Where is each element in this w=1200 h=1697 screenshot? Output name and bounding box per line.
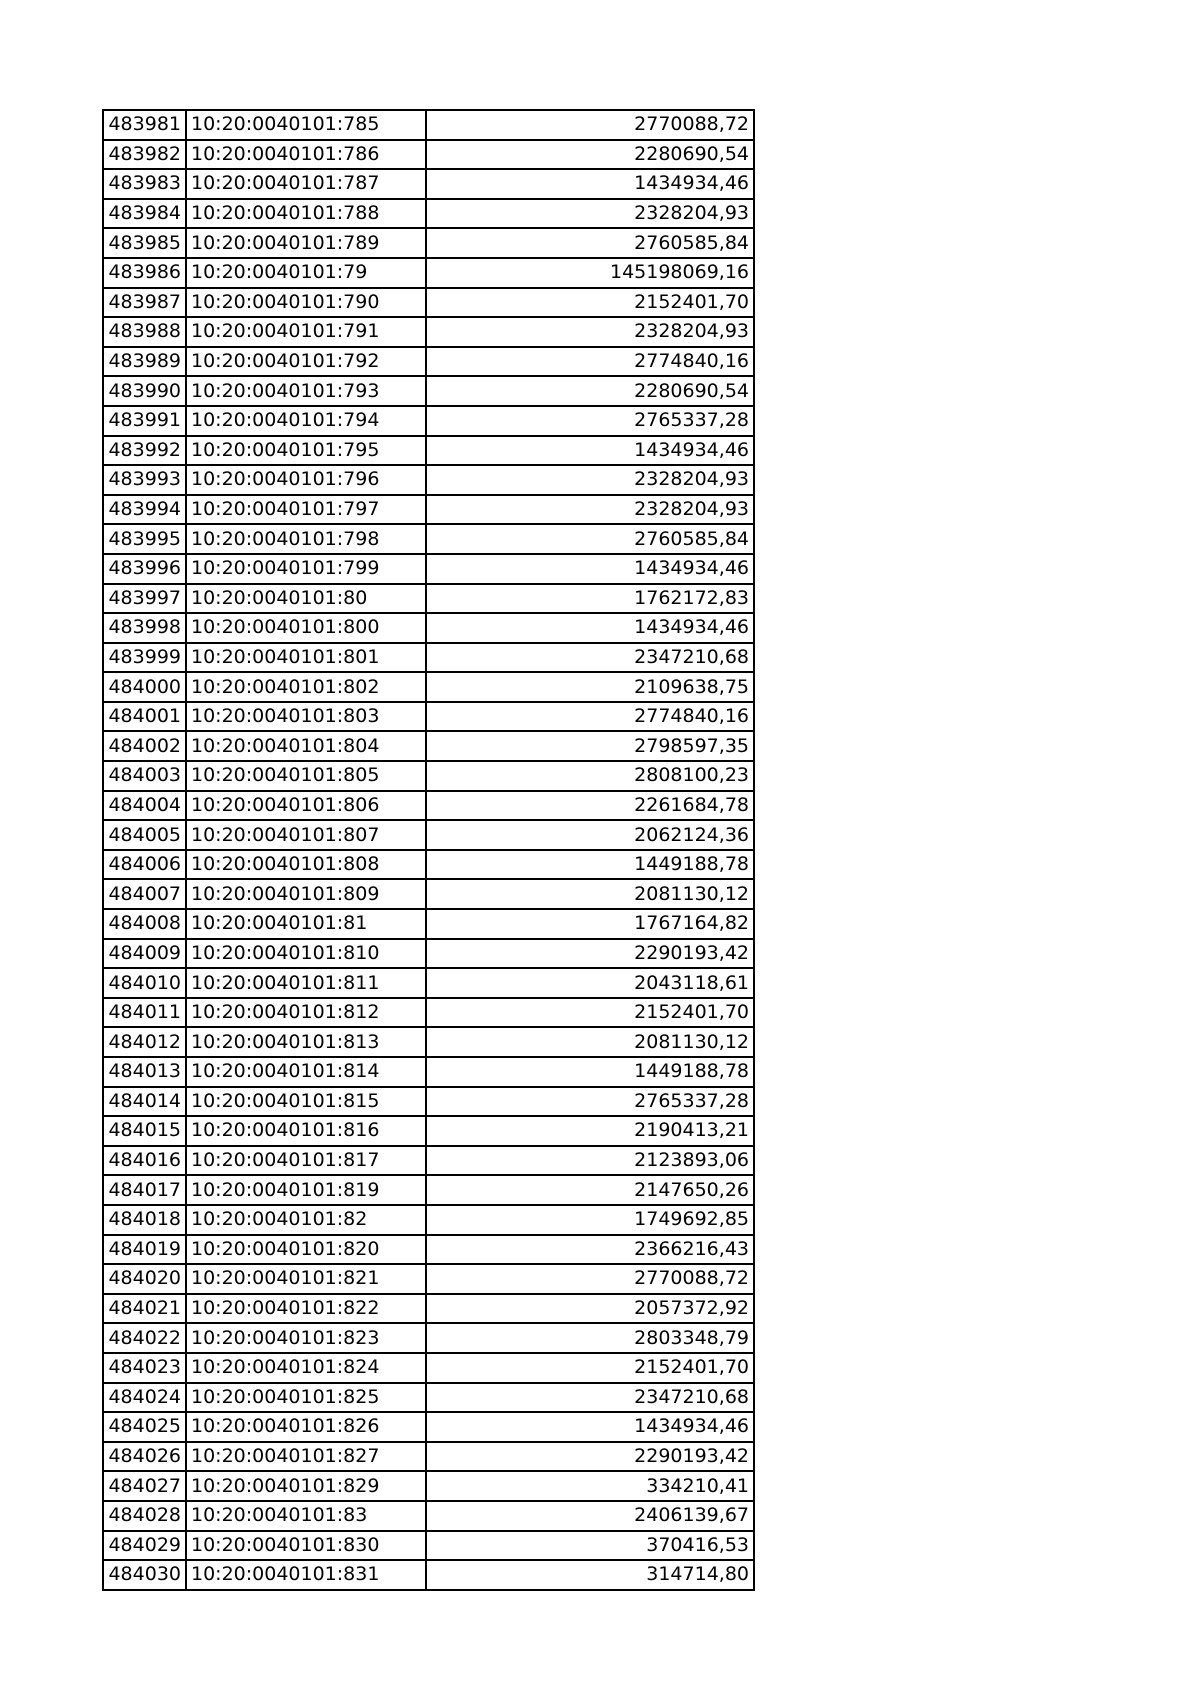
value-cell: 2152401,70 bbox=[426, 288, 754, 318]
value-cell: 2261684,78 bbox=[426, 791, 754, 821]
table-row bbox=[103, 1412, 754, 1442]
table-row bbox=[103, 140, 754, 170]
value-cell: 1434934,46 bbox=[426, 1412, 754, 1442]
table-row bbox=[103, 791, 754, 821]
row-id-cell: 484001 bbox=[103, 702, 186, 732]
value-cell: 1762172,83 bbox=[426, 584, 754, 614]
cadastral-number-cell: 10:20:0040101:803 bbox=[186, 702, 426, 732]
cadastral-number-cell: 10:20:0040101:825 bbox=[186, 1383, 426, 1413]
cadastral-number-cell: 10:20:0040101:830 bbox=[186, 1531, 426, 1561]
value-cell: 1449188,78 bbox=[426, 850, 754, 880]
row-id-cell: 484002 bbox=[103, 731, 186, 761]
table-row bbox=[103, 228, 754, 258]
value-cell: 2347210,68 bbox=[426, 1383, 754, 1413]
row-id-cell: 483985 bbox=[103, 228, 186, 258]
value-cell: 2280690,54 bbox=[426, 140, 754, 170]
table-row bbox=[103, 1175, 754, 1205]
value-cell: 2290193,42 bbox=[426, 939, 754, 969]
value-cell: 2081130,12 bbox=[426, 1027, 754, 1057]
table-row bbox=[103, 1087, 754, 1117]
row-id-cell: 483986 bbox=[103, 258, 186, 288]
row-id-cell: 483988 bbox=[103, 317, 186, 347]
value-cell: 2770088,72 bbox=[426, 1264, 754, 1294]
table-row bbox=[103, 1323, 754, 1353]
table-row bbox=[103, 820, 754, 850]
value-cell: 2765337,28 bbox=[426, 1087, 754, 1117]
table-row bbox=[103, 406, 754, 436]
table-row bbox=[103, 761, 754, 791]
table-row bbox=[103, 317, 754, 347]
cadastral-number-cell: 10:20:0040101:827 bbox=[186, 1442, 426, 1472]
data-sheet bbox=[102, 109, 755, 1591]
row-id-cell: 484022 bbox=[103, 1323, 186, 1353]
row-id-cell: 484019 bbox=[103, 1235, 186, 1265]
row-id-cell: 484003 bbox=[103, 761, 186, 791]
row-id-cell: 484005 bbox=[103, 820, 186, 850]
row-id-cell: 484011 bbox=[103, 998, 186, 1028]
value-cell: 314714,80 bbox=[426, 1560, 754, 1590]
table-row bbox=[103, 110, 754, 140]
row-id-cell: 483989 bbox=[103, 347, 186, 377]
table-row bbox=[103, 702, 754, 732]
row-id-cell: 483984 bbox=[103, 199, 186, 229]
row-id-cell: 484018 bbox=[103, 1205, 186, 1235]
table-row bbox=[103, 1531, 754, 1561]
value-cell: 1434934,46 bbox=[426, 436, 754, 466]
table-row bbox=[103, 672, 754, 702]
cadastral-number-cell: 10:20:0040101:819 bbox=[186, 1175, 426, 1205]
row-id-cell: 484010 bbox=[103, 968, 186, 998]
table-row bbox=[103, 169, 754, 199]
cadastral-number-cell: 10:20:0040101:824 bbox=[186, 1353, 426, 1383]
table-row bbox=[103, 1235, 754, 1265]
value-cell: 2280690,54 bbox=[426, 376, 754, 406]
value-cell: 370416,53 bbox=[426, 1531, 754, 1561]
cadastral-number-cell: 10:20:0040101:786 bbox=[186, 140, 426, 170]
cadastral-number-cell: 10:20:0040101:791 bbox=[186, 317, 426, 347]
row-id-cell: 484014 bbox=[103, 1087, 186, 1117]
value-cell: 2774840,16 bbox=[426, 702, 754, 732]
cadastral-number-cell: 10:20:0040101:813 bbox=[186, 1027, 426, 1057]
row-id-cell: 484028 bbox=[103, 1501, 186, 1531]
table-row bbox=[103, 850, 754, 880]
row-id-cell: 483995 bbox=[103, 524, 186, 554]
value-cell: 1434934,46 bbox=[426, 554, 754, 584]
table-row bbox=[103, 613, 754, 643]
value-cell: 1449188,78 bbox=[426, 1057, 754, 1087]
value-cell: 2147650,26 bbox=[426, 1175, 754, 1205]
cadastral-number-cell: 10:20:0040101:79 bbox=[186, 258, 426, 288]
table-row bbox=[103, 1027, 754, 1057]
value-cell: 2760585,84 bbox=[426, 524, 754, 554]
row-id-cell: 484030 bbox=[103, 1560, 186, 1590]
row-id-cell: 484025 bbox=[103, 1412, 186, 1442]
row-id-cell: 484016 bbox=[103, 1146, 186, 1176]
cadastral-number-cell: 10:20:0040101:82 bbox=[186, 1205, 426, 1235]
cadastral-number-cell: 10:20:0040101:806 bbox=[186, 791, 426, 821]
cadastral-number-cell: 10:20:0040101:800 bbox=[186, 613, 426, 643]
value-cell: 2347210,68 bbox=[426, 643, 754, 673]
value-cell: 2290193,42 bbox=[426, 1442, 754, 1472]
table-row bbox=[103, 998, 754, 1028]
table-row bbox=[103, 554, 754, 584]
value-cell: 2328204,93 bbox=[426, 317, 754, 347]
table-row bbox=[103, 495, 754, 525]
value-cell: 1434934,46 bbox=[426, 169, 754, 199]
value-cell: 2057372,92 bbox=[426, 1294, 754, 1324]
cadastral-number-cell: 10:20:0040101:805 bbox=[186, 761, 426, 791]
cadastral-number-cell: 10:20:0040101:810 bbox=[186, 939, 426, 969]
row-id-cell: 484004 bbox=[103, 791, 186, 821]
cadastral-number-cell: 10:20:0040101:796 bbox=[186, 465, 426, 495]
value-cell: 1434934,46 bbox=[426, 613, 754, 643]
cadastral-number-cell: 10:20:0040101:789 bbox=[186, 228, 426, 258]
cadastral-number-cell: 10:20:0040101:799 bbox=[186, 554, 426, 584]
cadastral-number-cell: 10:20:0040101:820 bbox=[186, 1235, 426, 1265]
cadastral-number-cell: 10:20:0040101:787 bbox=[186, 169, 426, 199]
value-cell: 2190413,21 bbox=[426, 1116, 754, 1146]
row-id-cell: 484024 bbox=[103, 1383, 186, 1413]
table-row bbox=[103, 436, 754, 466]
cadastral-number-cell: 10:20:0040101:798 bbox=[186, 524, 426, 554]
value-cell: 2123893,06 bbox=[426, 1146, 754, 1176]
row-id-cell: 484015 bbox=[103, 1116, 186, 1146]
cadastral-number-cell: 10:20:0040101:785 bbox=[186, 110, 426, 140]
value-cell: 2062124,36 bbox=[426, 820, 754, 850]
table-row bbox=[103, 1353, 754, 1383]
cadastral-number-cell: 10:20:0040101:822 bbox=[186, 1294, 426, 1324]
row-id-cell: 483981 bbox=[103, 110, 186, 140]
row-id-cell: 484012 bbox=[103, 1027, 186, 1057]
value-cell: 2328204,93 bbox=[426, 495, 754, 525]
value-cell: 2152401,70 bbox=[426, 1353, 754, 1383]
value-cell: 2765337,28 bbox=[426, 406, 754, 436]
row-id-cell: 483993 bbox=[103, 465, 186, 495]
cadastral-number-cell: 10:20:0040101:794 bbox=[186, 406, 426, 436]
value-cell: 1749692,85 bbox=[426, 1205, 754, 1235]
cadastral-number-cell: 10:20:0040101:814 bbox=[186, 1057, 426, 1087]
cadastral-number-cell: 10:20:0040101:815 bbox=[186, 1087, 426, 1117]
table-row bbox=[103, 1471, 754, 1501]
cadastral-number-cell: 10:20:0040101:793 bbox=[186, 376, 426, 406]
cadastral-number-cell: 10:20:0040101:807 bbox=[186, 820, 426, 850]
row-id-cell: 484009 bbox=[103, 939, 186, 969]
cadastral-number-cell: 10:20:0040101:823 bbox=[186, 1323, 426, 1353]
cadastral-number-cell: 10:20:0040101:831 bbox=[186, 1560, 426, 1590]
table-row bbox=[103, 1560, 754, 1590]
row-id-cell: 483987 bbox=[103, 288, 186, 318]
cadastral-number-cell: 10:20:0040101:812 bbox=[186, 998, 426, 1028]
row-id-cell: 483983 bbox=[103, 169, 186, 199]
table-row bbox=[103, 1116, 754, 1146]
cadastral-number-cell: 10:20:0040101:801 bbox=[186, 643, 426, 673]
cadastral-number-cell: 10:20:0040101:817 bbox=[186, 1146, 426, 1176]
table-row bbox=[103, 1442, 754, 1472]
row-id-cell: 484021 bbox=[103, 1294, 186, 1324]
table-row bbox=[103, 939, 754, 969]
cadastral-number-cell: 10:20:0040101:81 bbox=[186, 909, 426, 939]
table-row bbox=[103, 584, 754, 614]
table-row bbox=[103, 199, 754, 229]
cadastral-number-cell: 10:20:0040101:795 bbox=[186, 436, 426, 466]
table-body bbox=[103, 110, 754, 1590]
row-id-cell: 484013 bbox=[103, 1057, 186, 1087]
value-cell: 2798597,35 bbox=[426, 731, 754, 761]
table-row bbox=[103, 288, 754, 318]
cadastral-number-cell: 10:20:0040101:790 bbox=[186, 288, 426, 318]
table-row bbox=[103, 1057, 754, 1087]
row-id-cell: 484008 bbox=[103, 909, 186, 939]
value-cell: 2328204,93 bbox=[426, 199, 754, 229]
row-id-cell: 484026 bbox=[103, 1442, 186, 1472]
row-id-cell: 483990 bbox=[103, 376, 186, 406]
table-row bbox=[103, 1383, 754, 1413]
cadastral-number-cell: 10:20:0040101:802 bbox=[186, 672, 426, 702]
table-row bbox=[103, 1205, 754, 1235]
table-row bbox=[103, 1146, 754, 1176]
value-cell: 2109638,75 bbox=[426, 672, 754, 702]
table-row bbox=[103, 465, 754, 495]
row-id-cell: 484006 bbox=[103, 850, 186, 880]
cadastral-number-cell: 10:20:0040101:811 bbox=[186, 968, 426, 998]
cadastral-number-cell: 10:20:0040101:808 bbox=[186, 850, 426, 880]
row-id-cell: 484020 bbox=[103, 1264, 186, 1294]
value-cell: 2803348,79 bbox=[426, 1323, 754, 1353]
value-cell: 2043118,61 bbox=[426, 968, 754, 998]
value-cell: 334210,41 bbox=[426, 1471, 754, 1501]
cadastral-number-cell: 10:20:0040101:829 bbox=[186, 1471, 426, 1501]
row-id-cell: 483992 bbox=[103, 436, 186, 466]
cadastral-number-cell: 10:20:0040101:797 bbox=[186, 495, 426, 525]
cadastral-value-table bbox=[102, 109, 755, 1591]
cadastral-number-cell: 10:20:0040101:821 bbox=[186, 1264, 426, 1294]
table-row bbox=[103, 879, 754, 909]
table-row bbox=[103, 909, 754, 939]
table-row bbox=[103, 524, 754, 554]
table-row bbox=[103, 731, 754, 761]
row-id-cell: 484027 bbox=[103, 1471, 186, 1501]
row-id-cell: 483982 bbox=[103, 140, 186, 170]
value-cell: 2770088,72 bbox=[426, 110, 754, 140]
cadastral-number-cell: 10:20:0040101:809 bbox=[186, 879, 426, 909]
value-cell: 2366216,43 bbox=[426, 1235, 754, 1265]
row-id-cell: 484029 bbox=[103, 1531, 186, 1561]
row-id-cell: 483994 bbox=[103, 495, 186, 525]
cadastral-number-cell: 10:20:0040101:804 bbox=[186, 731, 426, 761]
value-cell: 2152401,70 bbox=[426, 998, 754, 1028]
row-id-cell: 483997 bbox=[103, 584, 186, 614]
value-cell: 2081130,12 bbox=[426, 879, 754, 909]
table-row bbox=[103, 1501, 754, 1531]
cadastral-number-cell: 10:20:0040101:80 bbox=[186, 584, 426, 614]
cadastral-number-cell: 10:20:0040101:788 bbox=[186, 199, 426, 229]
row-id-cell: 484017 bbox=[103, 1175, 186, 1205]
row-id-cell: 484007 bbox=[103, 879, 186, 909]
table-row bbox=[103, 258, 754, 288]
table-row bbox=[103, 643, 754, 673]
row-id-cell: 483996 bbox=[103, 554, 186, 584]
cadastral-number-cell: 10:20:0040101:816 bbox=[186, 1116, 426, 1146]
value-cell: 2328204,93 bbox=[426, 465, 754, 495]
row-id-cell: 483998 bbox=[103, 613, 186, 643]
value-cell: 2774840,16 bbox=[426, 347, 754, 377]
cadastral-number-cell: 10:20:0040101:826 bbox=[186, 1412, 426, 1442]
value-cell: 2760585,84 bbox=[426, 228, 754, 258]
table-row bbox=[103, 968, 754, 998]
table-row bbox=[103, 376, 754, 406]
table-row bbox=[103, 1264, 754, 1294]
value-cell: 2808100,23 bbox=[426, 761, 754, 791]
cadastral-number-cell: 10:20:0040101:83 bbox=[186, 1501, 426, 1531]
cadastral-number-cell: 10:20:0040101:792 bbox=[186, 347, 426, 377]
value-cell: 2406139,67 bbox=[426, 1501, 754, 1531]
value-cell: 145198069,16 bbox=[426, 258, 754, 288]
row-id-cell: 484000 bbox=[103, 672, 186, 702]
table-row bbox=[103, 1294, 754, 1324]
value-cell: 1767164,82 bbox=[426, 909, 754, 939]
row-id-cell: 484023 bbox=[103, 1353, 186, 1383]
row-id-cell: 483999 bbox=[103, 643, 186, 673]
row-id-cell: 483991 bbox=[103, 406, 186, 436]
table-row bbox=[103, 347, 754, 377]
